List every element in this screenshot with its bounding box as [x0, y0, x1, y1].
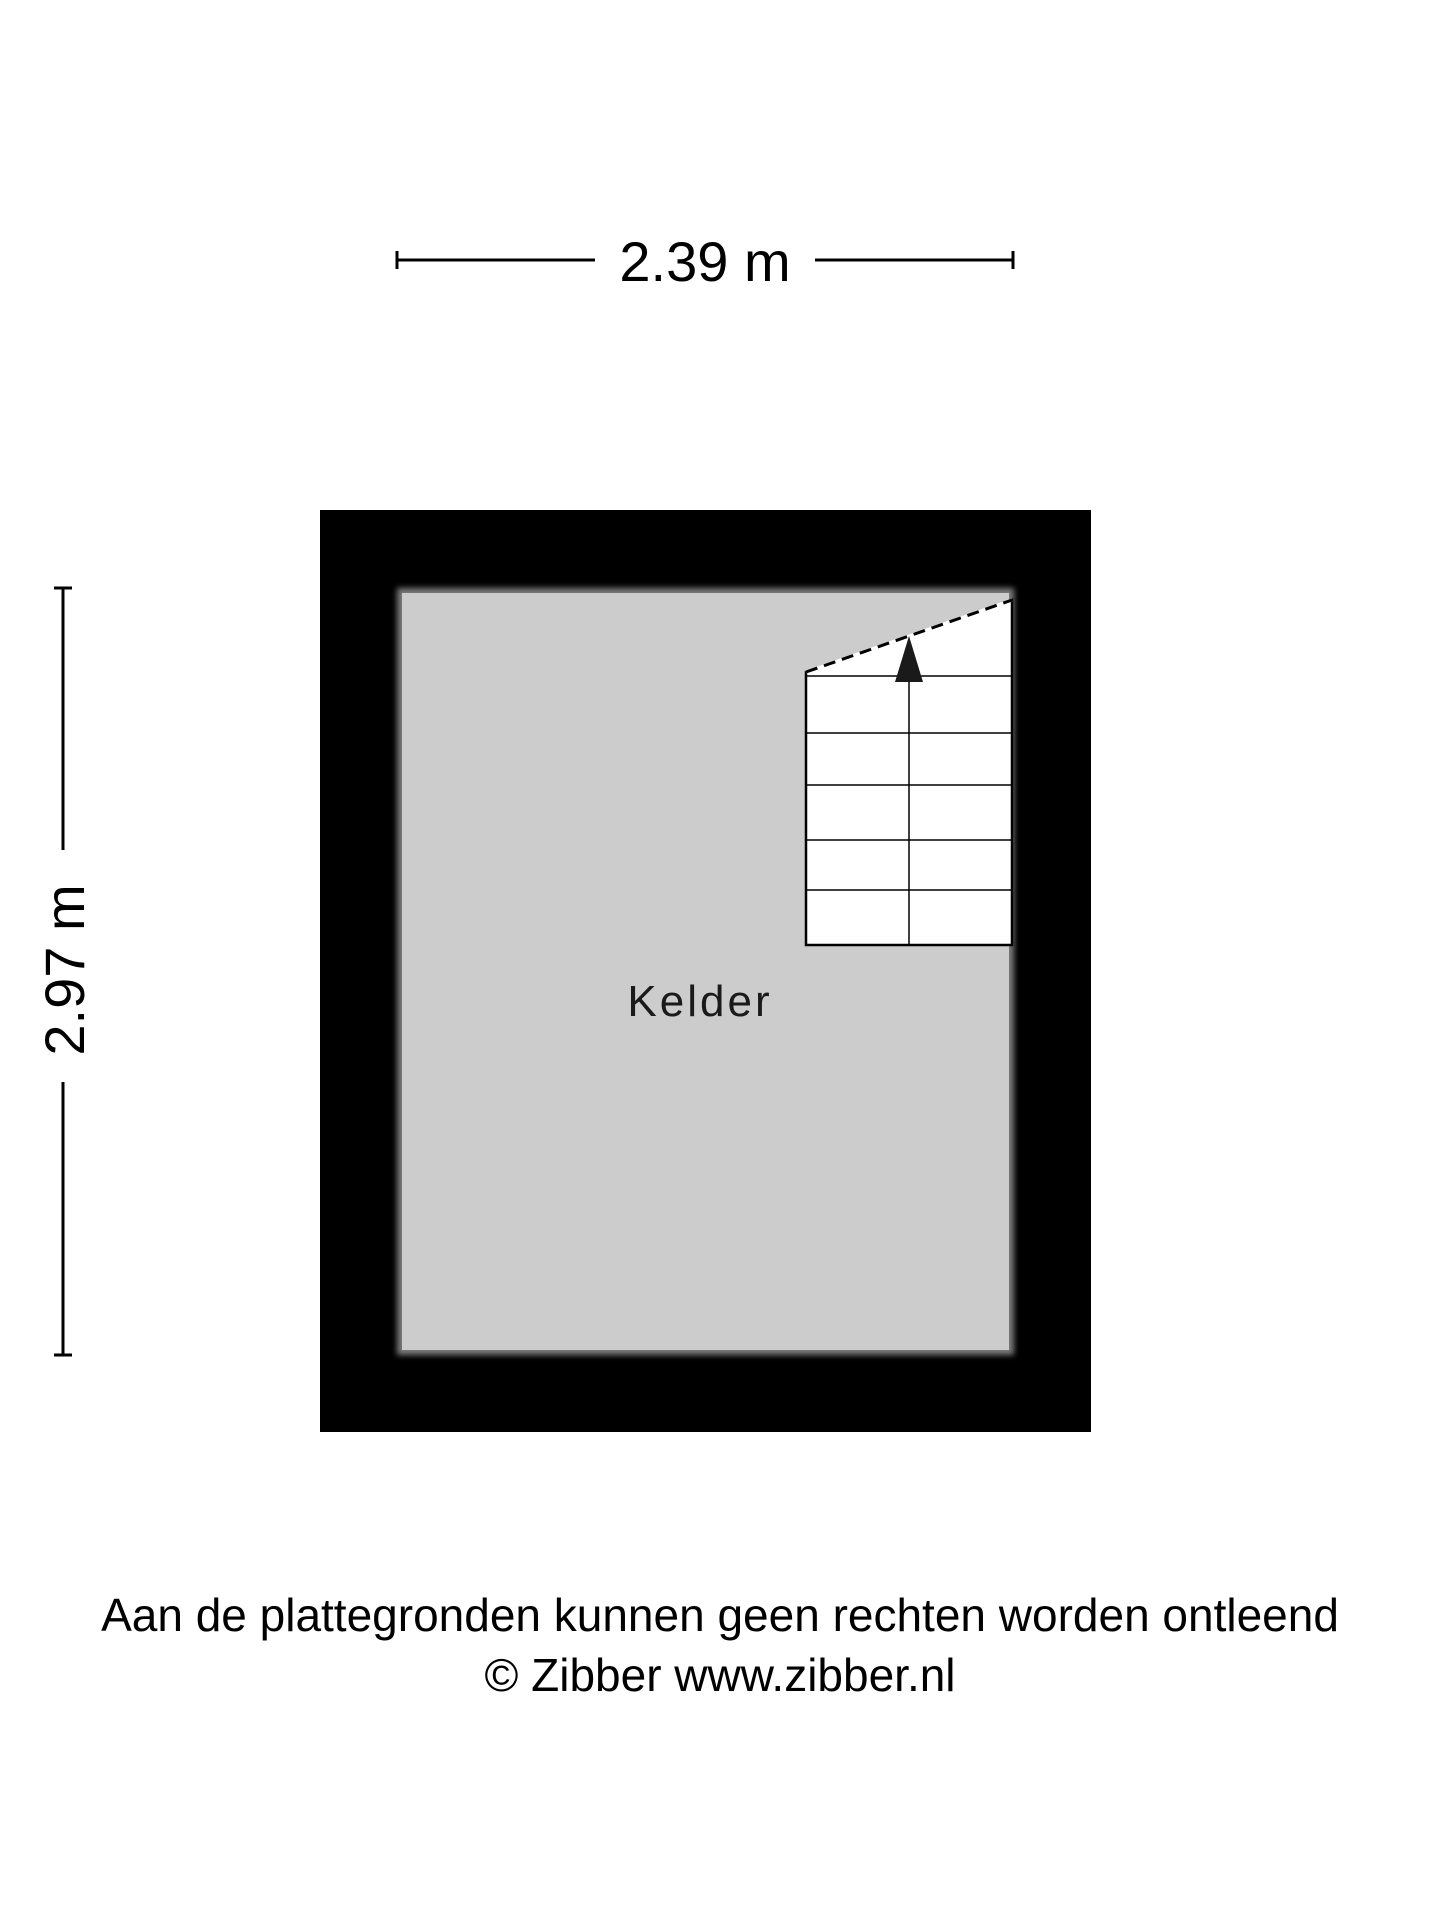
width-label: 2.39 m [619, 230, 791, 293]
height-label: 2.97 m [33, 884, 96, 1056]
disclaimer-text: Aan de plattegronden kunnen geen rechten worden ontleend [101, 1589, 1339, 1641]
credit-text: © Zibber www.zibber.nl [484, 1649, 956, 1701]
width-dimension [397, 230, 1013, 293]
height-dimension [33, 588, 96, 1355]
room-label: Kelder [627, 977, 773, 1026]
footer [0, 1585, 1440, 1705]
